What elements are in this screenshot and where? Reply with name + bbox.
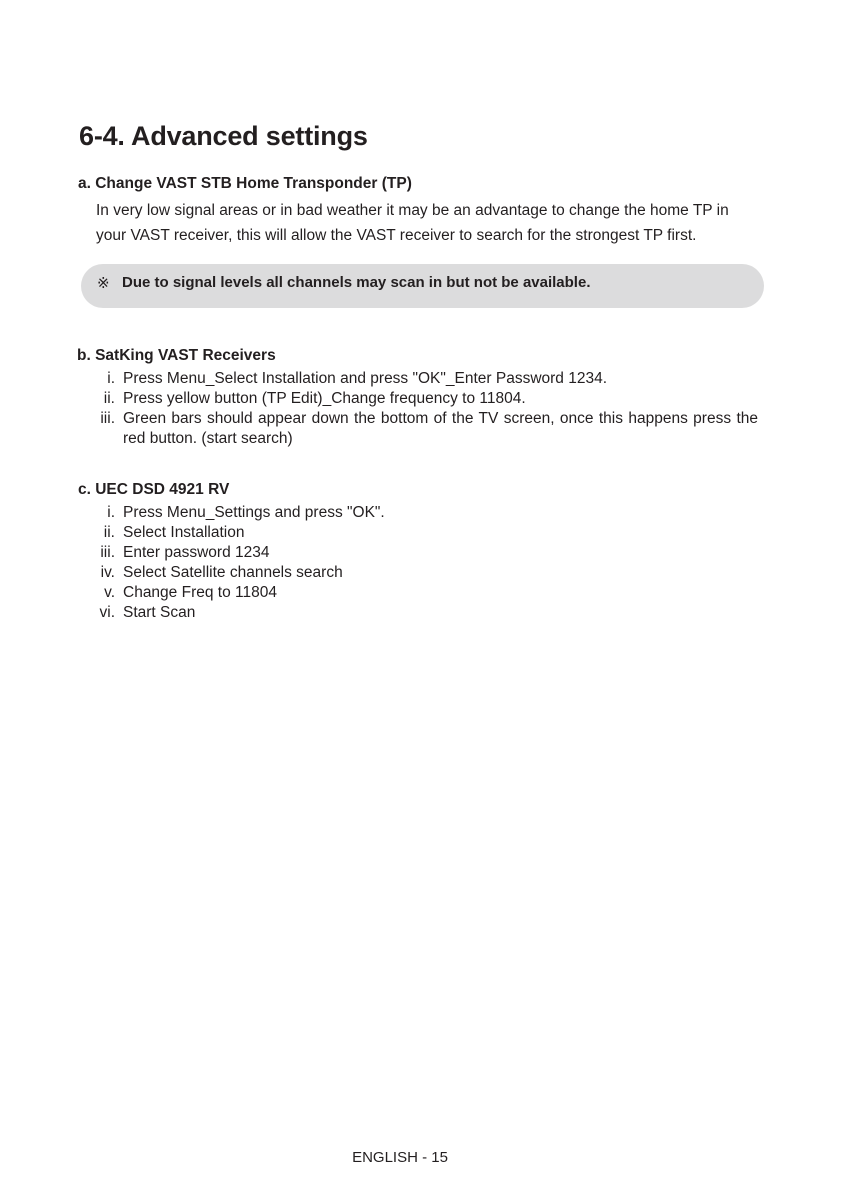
step-number: iii. bbox=[100, 544, 115, 561]
page-title: 6-4. Advanced settings bbox=[79, 121, 368, 151]
step-number: ii. bbox=[103, 390, 115, 407]
list-item bbox=[88, 563, 488, 583]
section-a-heading: a. Change VAST STB Home Transponder (TP) bbox=[78, 175, 412, 192]
step-text: Press Menu_Settings and press "OK". bbox=[123, 504, 385, 521]
list-item bbox=[88, 409, 758, 449]
list-item bbox=[88, 523, 488, 543]
step-number: iii. bbox=[100, 410, 115, 427]
section-c-heading: c. UEC DSD 4921 RV bbox=[78, 481, 230, 498]
reference-mark-icon: ※ bbox=[97, 275, 110, 292]
step-number: i. bbox=[107, 370, 115, 387]
step-text: Green bars should appear down the bottom of the TV screen, once this happens press the red button. (start search) bbox=[123, 410, 758, 447]
step-number: iv. bbox=[100, 564, 115, 581]
section-b-heading: b. SatKing VAST Receivers bbox=[77, 347, 276, 364]
list-item bbox=[88, 583, 488, 603]
step-text: Select Installation bbox=[123, 524, 245, 541]
step-text: Enter password 1234 bbox=[123, 544, 270, 561]
list-item bbox=[88, 603, 488, 623]
step-text: Press Menu_Select Installation and press "OK"_Enter Password 1234. bbox=[123, 370, 608, 387]
list-item bbox=[88, 503, 488, 523]
step-number: ii. bbox=[103, 524, 115, 541]
step-number: v. bbox=[104, 584, 115, 601]
step-text: Start Scan bbox=[123, 604, 196, 621]
step-number: i. bbox=[107, 504, 115, 521]
step-text: Change Freq to 11804 bbox=[123, 584, 277, 601]
step-text: Press yellow button (TP Edit)_Change frequency to 11804. bbox=[123, 390, 526, 407]
page-footer bbox=[0, 1149, 842, 1166]
section-b-steps bbox=[88, 369, 758, 449]
section-c-steps bbox=[88, 503, 488, 623]
page-number: ENGLISH - 15 bbox=[352, 1149, 448, 1166]
list-item bbox=[88, 369, 758, 389]
section-a-body: In very low signal areas or in bad weather it may be an advantage to change the home TP in your VAST receiver, this will allow the VAST receiver to search for the strongest TP first. bbox=[96, 202, 729, 244]
note-text: Due to signal levels all channels may scan in but not be available. bbox=[122, 274, 591, 291]
list-item bbox=[88, 389, 758, 409]
step-text: Select Satellite channels search bbox=[123, 564, 343, 581]
step-number: vi. bbox=[99, 604, 115, 621]
list-item bbox=[88, 543, 488, 563]
note-bar bbox=[81, 264, 764, 308]
